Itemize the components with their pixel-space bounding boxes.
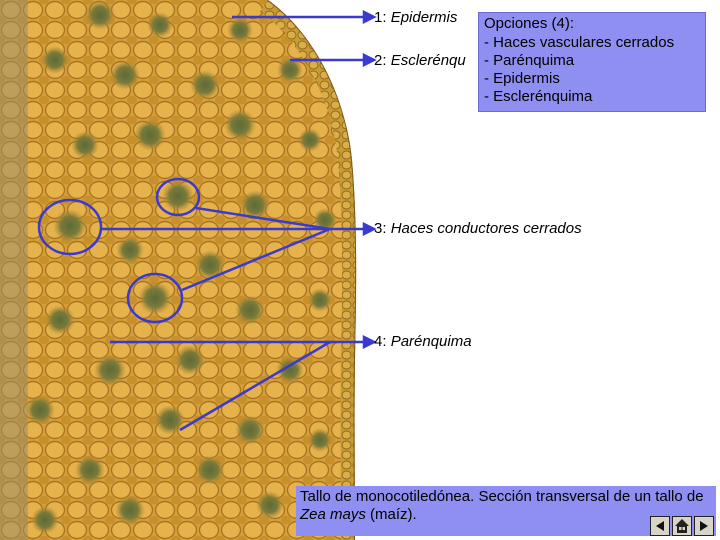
stem-tissue	[0, 0, 356, 540]
options-box	[478, 12, 706, 112]
caption-text-end: (maíz).	[365, 506, 417, 523]
label-1-number: 1:	[374, 9, 387, 26]
label-1	[374, 9, 457, 26]
label-4	[374, 333, 472, 350]
navigation-buttons	[650, 516, 714, 536]
label-1-text: Epidermis	[390, 9, 458, 26]
options-title: Opciones (4):	[484, 15, 575, 32]
home-button[interactable]	[672, 516, 692, 536]
label-2-number: 2:	[374, 52, 387, 69]
label-3	[374, 220, 582, 237]
option-item: - Epidermis	[484, 70, 560, 87]
back-arrow-icon	[653, 519, 667, 533]
label-4-number: 4:	[374, 333, 387, 350]
option-item: - Esclerénquima	[484, 88, 593, 105]
label-2	[374, 52, 466, 69]
forward-arrow-icon	[697, 519, 711, 533]
option-item: - Parénquima	[484, 52, 575, 69]
label-4-text: Parénquima	[390, 333, 472, 350]
back-button[interactable]	[650, 516, 670, 536]
label-3-number: 3:	[374, 220, 387, 237]
label-3-text: Haces conductores cerrados	[390, 220, 582, 237]
option-item: - Haces vasculares cerrados	[484, 34, 675, 51]
home-icon	[674, 518, 690, 534]
label-2-text: Esclerénqu	[390, 52, 466, 69]
caption-species: Zea mays	[300, 506, 366, 523]
caption-text: Tallo de monocotiledónea. Sección transversal de un tallo de	[300, 488, 704, 505]
forward-button[interactable]	[694, 516, 714, 536]
